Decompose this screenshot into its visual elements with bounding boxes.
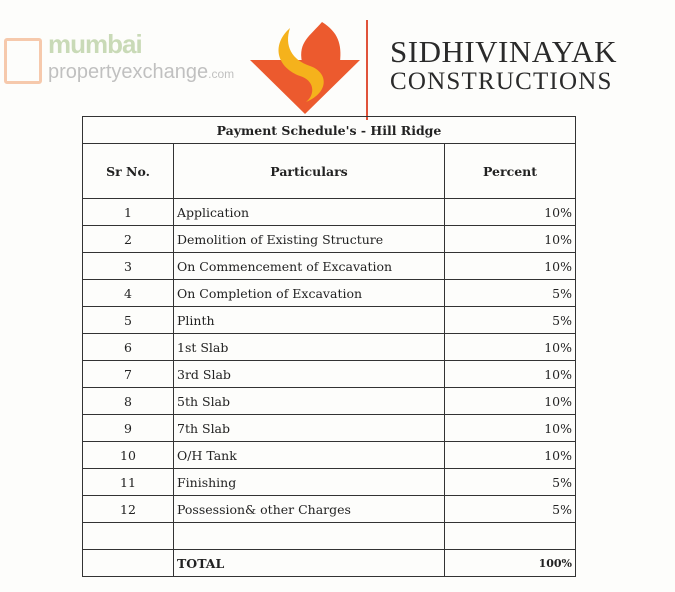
blank-row xyxy=(83,523,576,550)
table-row xyxy=(83,469,576,496)
watermark-text: propertyexchange xyxy=(48,61,209,83)
sr-no-cell: 10 xyxy=(83,442,174,469)
watermark-suffix: .com xyxy=(208,67,235,81)
particulars-cell: 3rd Slab xyxy=(174,361,445,388)
percent-cell: 5% xyxy=(445,469,576,496)
particulars-cell: Application xyxy=(174,199,445,226)
particulars-cell: On Completion of Excavation xyxy=(174,280,445,307)
header-percent: Percent xyxy=(445,144,576,199)
header-particulars: Particulars xyxy=(174,144,445,199)
payment-schedule-table xyxy=(82,116,576,577)
table-row xyxy=(83,442,576,469)
sr-no-cell: 12 xyxy=(83,496,174,523)
watermark-line1: mumbai xyxy=(48,29,142,59)
table-row xyxy=(83,415,576,442)
table-title: Payment Schedule's - Hill Ridge xyxy=(83,117,576,144)
table-row xyxy=(83,199,576,226)
percent-cell: 10% xyxy=(445,334,576,361)
watermark xyxy=(4,30,244,100)
percent-cell: 10% xyxy=(445,199,576,226)
particulars-cell: Possession& other Charges xyxy=(174,496,445,523)
table-row xyxy=(83,253,576,280)
percent-cell: 5% xyxy=(445,280,576,307)
particulars-cell: On Commencement of Excavation xyxy=(174,253,445,280)
watermark-line2 xyxy=(48,60,234,86)
total-row xyxy=(83,550,576,577)
sr-no-cell: 1 xyxy=(83,199,174,226)
table-row xyxy=(83,496,576,523)
watermark-logo-icon xyxy=(4,38,42,84)
percent-cell: 10% xyxy=(445,361,576,388)
table-row xyxy=(83,334,576,361)
percent-cell: 10% xyxy=(445,415,576,442)
table-row xyxy=(83,388,576,415)
sr-no-cell: 6 xyxy=(83,334,174,361)
percent-cell: 10% xyxy=(445,226,576,253)
sr-no-cell: 5 xyxy=(83,307,174,334)
header-sr-no: Sr No. xyxy=(83,144,174,199)
table-row xyxy=(83,307,576,334)
percent-cell: 5% xyxy=(445,496,576,523)
table-row xyxy=(83,280,576,307)
sr-no-cell: 7 xyxy=(83,361,174,388)
particulars-cell: Demolition of Existing Structure xyxy=(174,226,445,253)
table-row xyxy=(83,226,576,253)
company-logo xyxy=(250,22,360,114)
divider-line xyxy=(366,20,368,120)
particulars-cell: 5th Slab xyxy=(174,388,445,415)
percent-cell: 10% xyxy=(445,388,576,415)
particulars-cell: 7th Slab xyxy=(174,415,445,442)
sr-no-cell: 3 xyxy=(83,253,174,280)
table-row xyxy=(83,361,576,388)
particulars-cell: O/H Tank xyxy=(174,442,445,469)
particulars-cell: Finishing xyxy=(174,469,445,496)
company-subtitle: CONSTRUCTIONS xyxy=(390,68,613,95)
sr-no-cell: 11 xyxy=(83,469,174,496)
sr-no-cell: 4 xyxy=(83,280,174,307)
total-value: 100% xyxy=(445,550,576,577)
sr-no-cell: 8 xyxy=(83,388,174,415)
percent-cell: 5% xyxy=(445,307,576,334)
percent-cell: 10% xyxy=(445,442,576,469)
percent-cell: 10% xyxy=(445,253,576,280)
sr-no-cell: 9 xyxy=(83,415,174,442)
particulars-cell: Plinth xyxy=(174,307,445,334)
particulars-cell: 1st Slab xyxy=(174,334,445,361)
total-label: TOTAL xyxy=(174,550,445,577)
company-name: SIDHIVINAYAK xyxy=(390,34,618,69)
sr-no-cell: 2 xyxy=(83,226,174,253)
